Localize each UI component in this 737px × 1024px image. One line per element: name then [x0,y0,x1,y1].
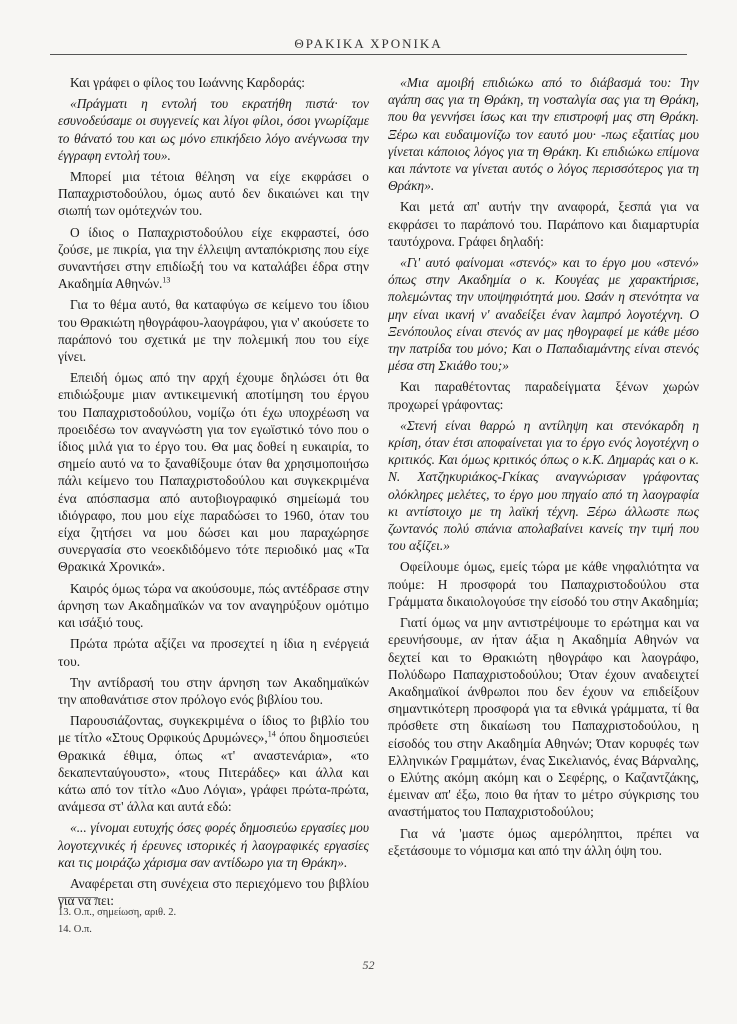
body-paragraph [58,168,369,220]
paragraph-text: Για το θέμα αυτό, θα καταφύγω σε κείμενο του ίδιου του Θρακιώτη ηθογράφου-λαογράφου, για ν' ακούσετε το παράπονό του σχετικά με την πολεμική που του είχε γίνει. [58,297,369,365]
quoted-paragraph [58,95,369,164]
paragraph-text: Και μετά απ' αυτήν την αναφορά, ξεσπά για να εκφράσει το παράπονό του. Παράπονο και διαμαρτυρία ταυτόχρονα. Γράφει δηλαδή: [388,199,699,249]
body-paragraph [58,224,369,293]
paragraph-text: Καιρός όμως τώρα να ακούσουμε, πώς αντέδρασε στην άρνηση των Ακαδημαϊκών να τον αναγηρύξουν ομότιμο και ισάξιό τους. [58,580,369,631]
header-rule [50,54,687,55]
left-column [58,74,369,913]
body-paragraph [58,74,369,91]
paragraph-text: Οφείλουμε όμως, εμείς τώρα με κάθε νηφαλιότητα να πούμε: Η προσφορά του Παπαχριστοδούλου στα Γράμματα δικαιολογούσε την είσοδό του στην Ακαδημία; [388,559,699,609]
paragraph-text: Την αντίδρασή του στην άρνηση των Ακαδημαϊκών την αποθανάτισε στον πρόλογο ενός βιβλίου του. [58,674,369,707]
paragraph-text: «... γίνομαι ευτυχής όσες φορές δημοσιεύω εργασίες μου λογοτεχνικές ή έρευνες ιστορικές ή λαογραφικές εργασίες και τις μοιράζω χάρισμα σαν αντίδωρο για τη Θράκη». [58,820,369,870]
body-paragraph [58,296,369,365]
paragraph-text: «Μια αμοιβή επιδιώκω από το διάβασμά του: Την αγάπη σας για τη Θράκη, τη νοσταλγία σας για τη Θράκη, που θα γεννήσει ίσως και την επιστροφή μας στη Θράκη. Ξέρω και ευδαιμονίζω τον εαυτό μου· -πως εξαιτίας μου γίνεται κάποιος λόγος για τη Θράκη. Κι επιδιώκω επίμονα και πάντοτε να γίνεται αυτός ο λόγος περισσότερος για τη Θράκη». [388,75,699,194]
right-column [388,74,699,863]
body-paragraph [388,825,699,859]
paragraph-text: Αναφέρεται στη συνέχεια στο περιεχόμενο του βιβλίου για να πει: [58,875,369,909]
paragraph-text: Επειδή όμως από την αρχή έχουμε δηλώσει ότι θα επιδιώξουμε μιαν αντικειμενική αποτίμηση του έργου του Παπαχριστοδούλου, νομίζω ότι έχω υποχρέωση να προειδέσω τον αναγνώστη για τον εγωϊστικό τόνο που ο ίδιος μιλά για το έργο του. Θα μας δοθεί η ευκαιρία, το σημείο αυτό να το ξαναθίξουμε όταν θα χρησιμοποιήσω πάλι κείμενο του Παπαχριστοδούλου και συγκεκριμένα ένα απόσπασμα από αυτοβιογραφικό σημείωμά του ιδιόγραφο, που μου είχε παραδώσει το 1960, όταν του είχα ζητήσει να μου δώσει και μου παραχώρησε συνεργασία στο νεοεκδιδόμενο τότε περιοδικό μας «Τα Θρακικά Χρονικά». [58,370,369,575]
body-paragraph [388,558,699,610]
paragraph-text: «Γι' αυτό φαίνομαι «στενός» και το έργο μου «στενό» όπως στην Ακαδημία ο κ. Κουγέας με χαρακτήρισε, πολεμώντας την υποψηφιότητά μου. Ωσάν η στενότητα να μην είναι ικανή ν' αναδείξει έναν λαμπρό λογοτέχνη. Ο Ξενόπουλος είναι στενός αν μας ηθογραφεί με κάθε μέσο την πατρίδα του μόνο; Και ο Παπαδιαμάντης είναι στενός μέσα στη Σκιάθο του;» [388,255,699,374]
body-paragraph [58,674,369,708]
body-paragraph [58,635,369,669]
body-paragraph [58,369,369,575]
paragraph-text: Πρώτα πρώτα αξίζει να προσεχτεί η ίδια η ενέργειά του. [58,636,369,669]
paragraph-text: Γιατί όμως να μην αντιστρέψουμε το ερώτημα και να ερευνήσουμε, αν ήταν άξια η Ακαδημία Αθηνών να δεχτεί και το Θρακιώτη ηθογράφο και λαογράφο, Πολύδωρο Παπαχριστοδούλου; Όταν έχουν αναδειχτεί Ακαδημαϊκοί άνθρωποι που δεν έχουν να επιδείξουν σημαντικότερη προσφορά για τα εθνικά γράμματα, τί θα πρόσθετε στη δικαίωση του Παπαχριστοδούλου, η είσοδός του στην Ακαδημία Αθηνών; Όταν κορυφές των Ελληνικών Γραμμάτων, ένας Σικελιανός, ένας Βάρναλης, ο Ελύτης ακόμη ακόμη και ο Σεφέρης, ο Καζαντζάκης, έμειναν απ' έξω, ποιο θα ήταν το μέτρο σύγκρισης του αναστήματος του Παπαχριστοδούλου; [388,615,699,820]
quoted-paragraph [58,819,369,871]
footnote-14: 14. Ο.π. [58,924,92,935]
body-paragraph [58,580,369,632]
body-paragraph [388,614,699,820]
footnote-marker: 13 [162,275,171,285]
body-paragraph [388,198,699,250]
paragraph-text: «Στενή είναι θαρρώ η αντίληψη και στενόκαρδη η κρίση, όταν έτσι αποφαίνεται για το έργο ενός λογοτέχνη ο κριτικός. Και όμως κριτικός όπως ο κ.Κ. Δημαράς και ο κ. Ν. Χατζηκυριάκος-Γκίκας αναγνώρισαν γράφοντας ολόκληρες μελέτες, το έργο μου πηγαίο από τη λαογραφία κι αντίστοιχο με τη λαϊκή τέχνη. Ξέρω άλλωστε πως ζωντανός πολύ σπάνια απολαβαίνει κανείς την τιμή που του αξίζει.» [388,417,699,554]
paragraph-text: Παρουσιάζοντας, συγκεκριμένα ο ίδιος το βιβλίο του με τίτλο «Στους Ορφικούς Δρυμώνες», [58,713,369,746]
footnote-divider [58,897,98,898]
paragraph-text-continued: όπου δημοσιεύει Θρακικά έθιμα, όπως «τ' αναστενάρια», «το δεκαπενταύγουστο», «τους Πιτεράδες» και άλλα και κάτω από τον τίτλο «Δυο Λόγια», γράφει πρώτα-πρώτα, ανάμεσα στ' άλλα και αυτά εδώ: [58,730,370,815]
footnote-marker: 14 [267,729,276,739]
page-number: 52 [362,958,375,972]
paragraph-text: Και παραθέτοντας παραδείγματα ξένων χωρών προχωρεί γράφοντας: [388,379,699,412]
body-paragraph [58,712,369,815]
quoted-paragraph [388,74,699,194]
footnotes [58,904,358,938]
paragraph-text: «Πράγματι η εντολή του εκρατήθη πιστά· τον εσυνοδεύσαμε οι συγγενείς και λίγοι φίλοι, όσοι γνωρίζαμε το θάνατό του και ως μόνο επικήδειο λόγο ανέγνωσα την έγγραφη εντολή του». [58,96,369,163]
footnote-13: 13. Ο.π., σημείωση, αριθ. 2. [58,907,177,918]
paragraph-text: Ο ίδιος ο Παπαχριστοδούλου είχε εκφραστεί, όσο ζούσε, με πικρία, για την έλλειψη ανταπόκρισης που είχε συναντήσει στην επιδίωξή του να καταλάβει έδρα στην Ακαδημία Αθηνών. [58,224,369,292]
body-paragraph [388,378,699,412]
journal-title: ΘΡΑΚΙΚΑ ΧΡΟΝΙΚΑ [294,36,443,51]
paragraph-text: Μπορεί μια τέτοια θέληση να είχε εκφράσει ο Παπαχριστοδούλου, όμως αυτό δεν δικαιώνει και την σιωπή των ομότεχνών του. [58,169,369,219]
running-header [50,36,687,52]
quoted-paragraph [388,417,699,555]
paragraph-text: Για νά 'μαστε όμως αμερόληπτοι, πρέπει να εξετάσουμε το νόμισμα και από την άλλη όψη του. [388,825,699,858]
paragraph-text: Και γράφει ο φίλος του Ιωάννης Καρδοράς: [70,75,305,90]
quoted-paragraph [388,254,699,374]
